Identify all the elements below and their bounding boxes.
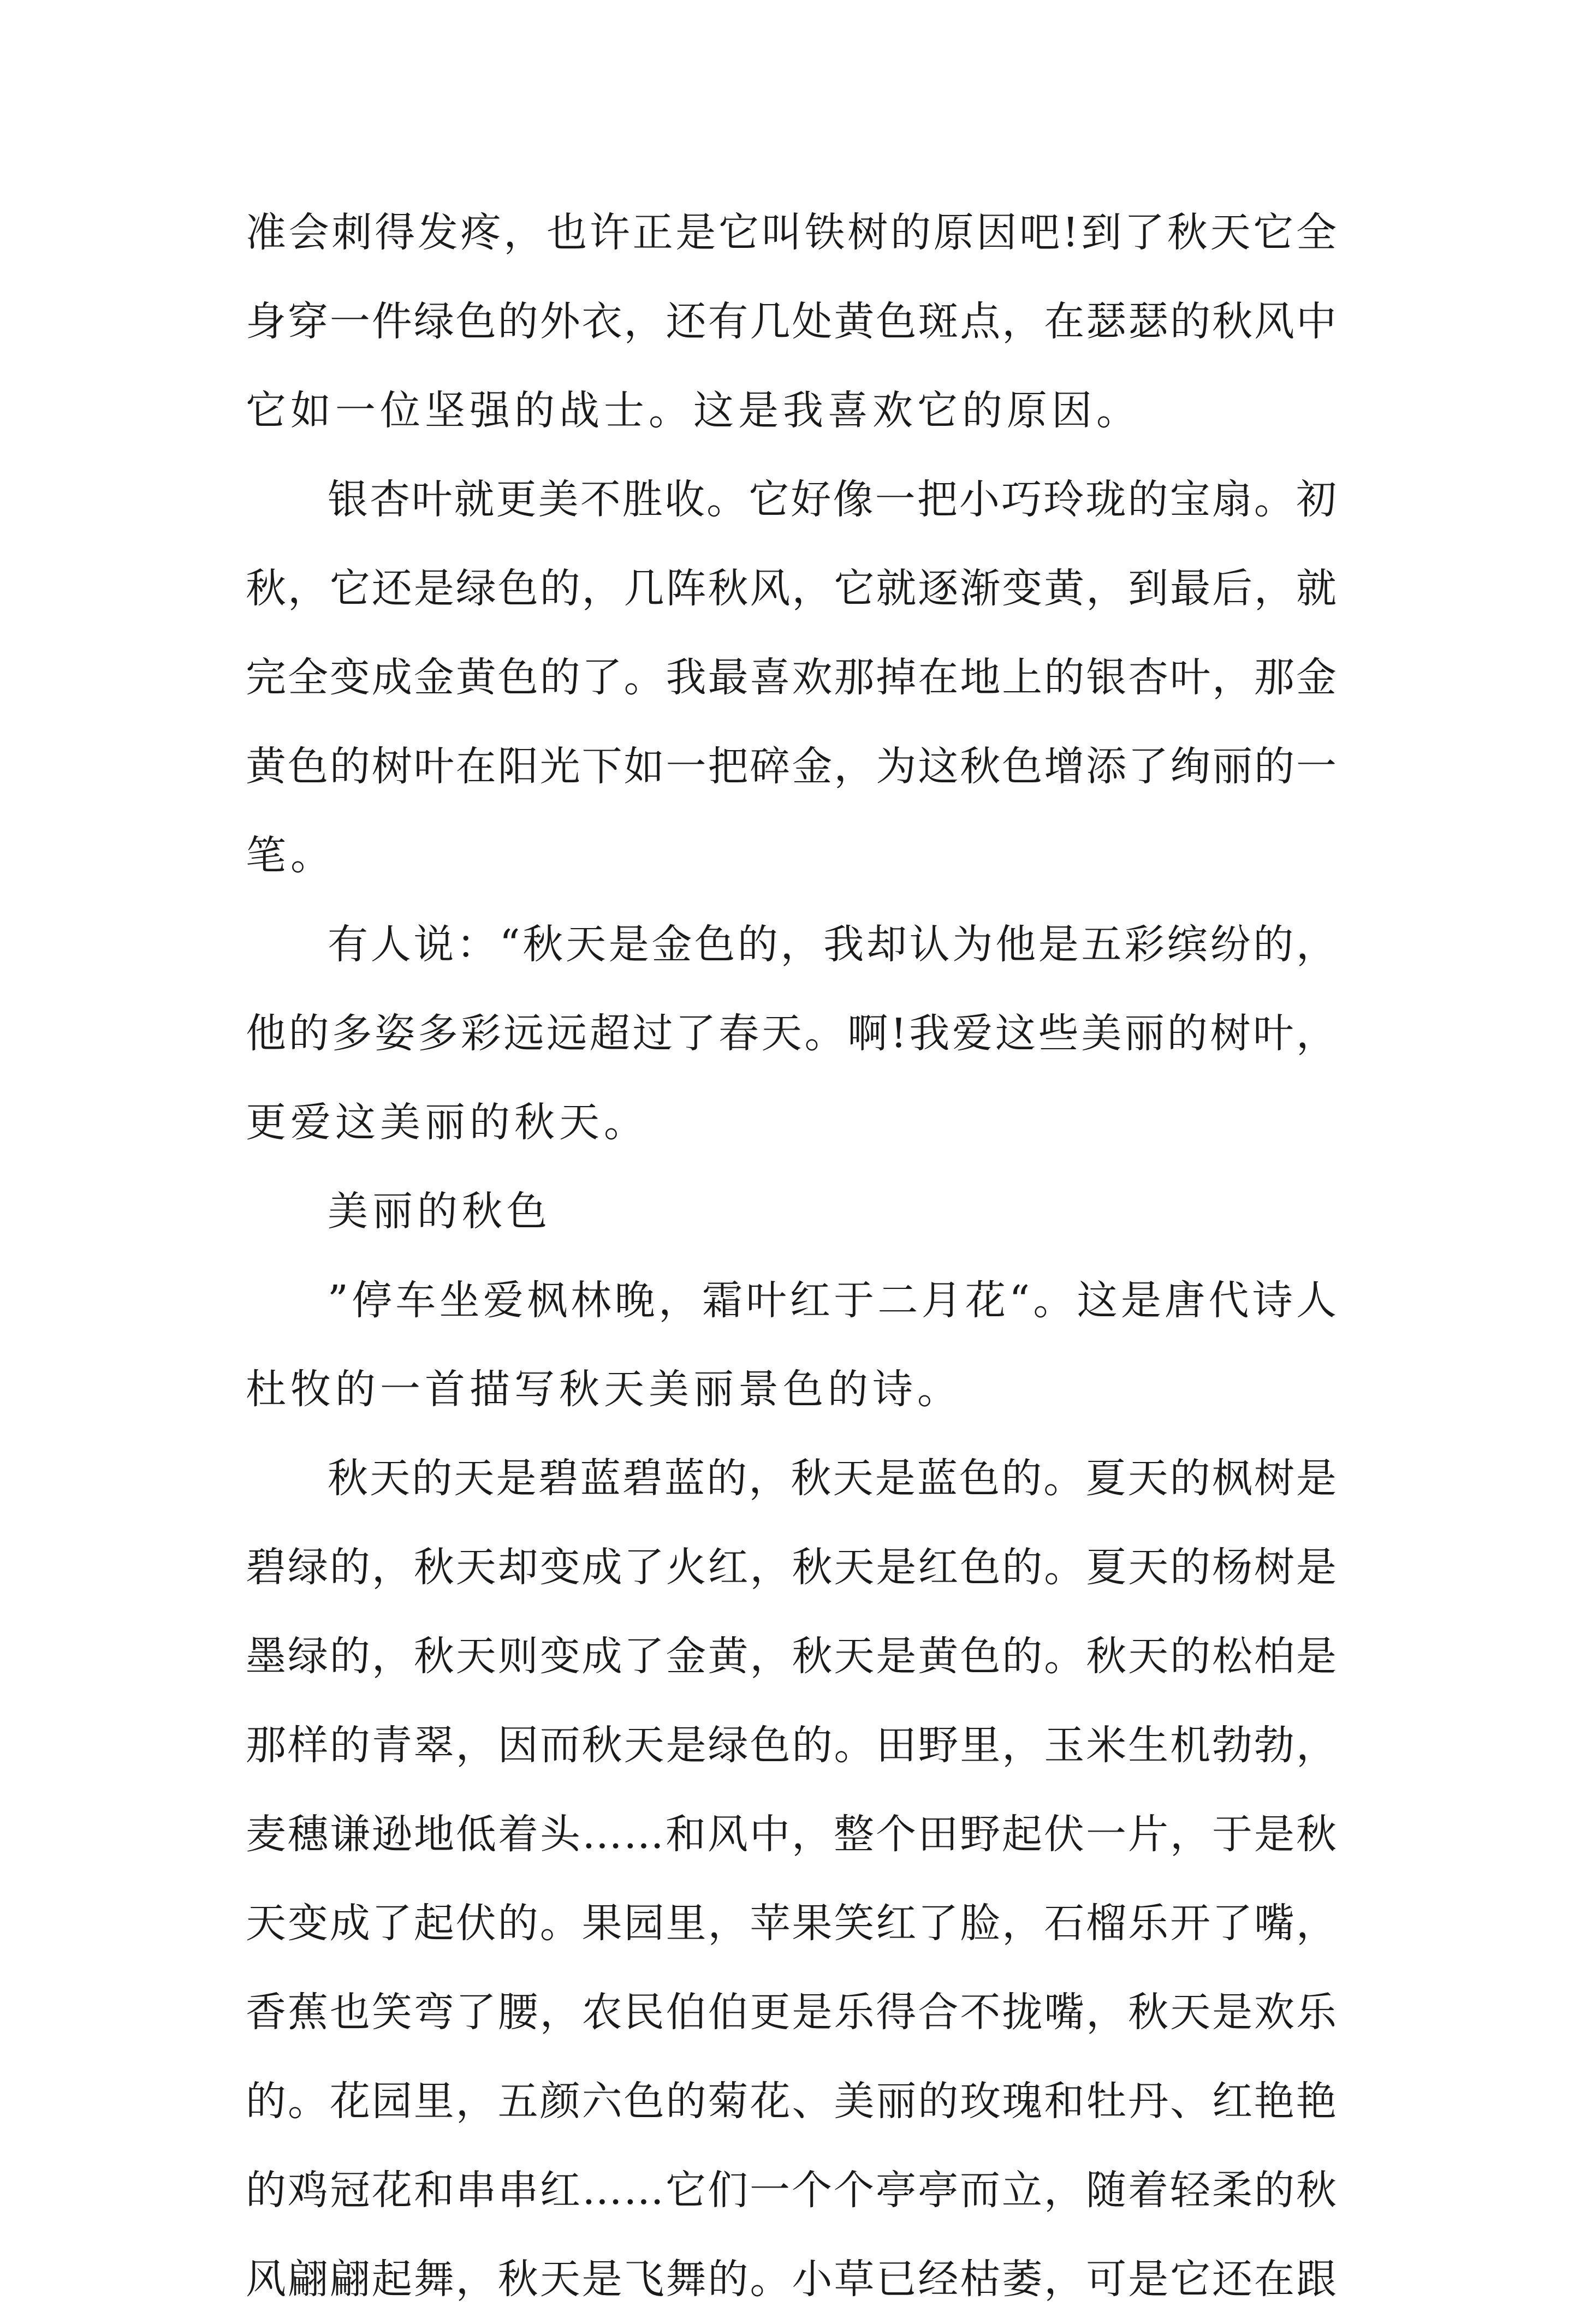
text-line-18: 那样的青翠，因而秋天是绿色的。田野里，玉米生机勃勃， xyxy=(246,1722,1338,1769)
text-line-5: 秋，它还是绿色的，几阵秋风，它就逐渐变黄，到最后，就 xyxy=(246,565,1338,612)
text-line-19: 麦穗谦逊地低着头……和风中，整个田野起伏一片，于是秋 xyxy=(246,1811,1338,1858)
text-line-8: 笔。 xyxy=(246,832,335,879)
text-line-3: 它如一位坚强的战士。这是我喜欢它的原因。 xyxy=(246,387,1141,434)
text-line-21: 香蕉也笑弯了腰，农民伯伯更是乐得合不拢嘴，秋天是欢乐 xyxy=(246,1989,1338,2036)
text-line-11: 更爱这美丽的秋天。 xyxy=(246,1099,649,1146)
text-line-1: 准会刺得发疼，也许正是它叫铁树的原因吧!到了秋天它全 xyxy=(246,209,1338,256)
text-line-14: 杜牧的一首描写秋天美丽景色的诗。 xyxy=(246,1366,962,1413)
document-body xyxy=(246,188,1338,2324)
text-line-9: 有人说：“秋天是金色的，我却认为他是五彩缤纷的， xyxy=(328,921,1338,968)
text-line-10: 他的多姿多彩远远超过了春天。啊!我爱这些美丽的树叶， xyxy=(246,1010,1338,1057)
section-title: 美丽的秋色 xyxy=(328,1188,551,1235)
text-line-7: 黄色的树叶在阳光下如一把碎金，为这秋色增添了绚丽的一 xyxy=(246,743,1338,790)
text-line-13: ”停车坐爱枫林晚，霜叶红于二月花“。这是唐代诗人 xyxy=(328,1277,1338,1324)
text-line-6: 完全变成金黄色的了。我最喜欢那掉在地上的银杏叶，那金 xyxy=(246,654,1338,701)
text-line-17: 墨绿的，秋天则变成了金黄，秋天是黄色的。秋天的松柏是 xyxy=(246,1633,1338,1680)
text-line-16: 碧绿的，秋天却变成了火红，秋天是红色的。夏天的杨树是 xyxy=(246,1544,1338,1591)
text-line-15: 秋天的天是碧蓝碧蓝的，秋天是蓝色的。夏天的枫树是 xyxy=(328,1455,1338,1502)
text-line-24: 风翩翩起舞，秋天是飞舞的。小草已经枯萎，可是它还在跟 xyxy=(246,2256,1338,2303)
text-line-23: 的鸡冠花和串串红……它们一个个亭亭而立，随着轻柔的秋 xyxy=(246,2167,1338,2214)
text-line-20: 天变成了起伏的。果园里，苹果笑红了脸，石榴乐开了嘴， xyxy=(246,1900,1338,1947)
text-line-4: 银杏叶就更美不胜收。它好像一把小巧玲珑的宝扇。初 xyxy=(328,476,1338,523)
text-line-2: 身穿一件绿色的外衣，还有几处黄色斑点，在瑟瑟的秋风中 xyxy=(246,298,1338,345)
text-line-22: 的。花园里，五颜六色的菊花、美丽的玫瑰和牡丹、红艳艳 xyxy=(246,2078,1338,2125)
